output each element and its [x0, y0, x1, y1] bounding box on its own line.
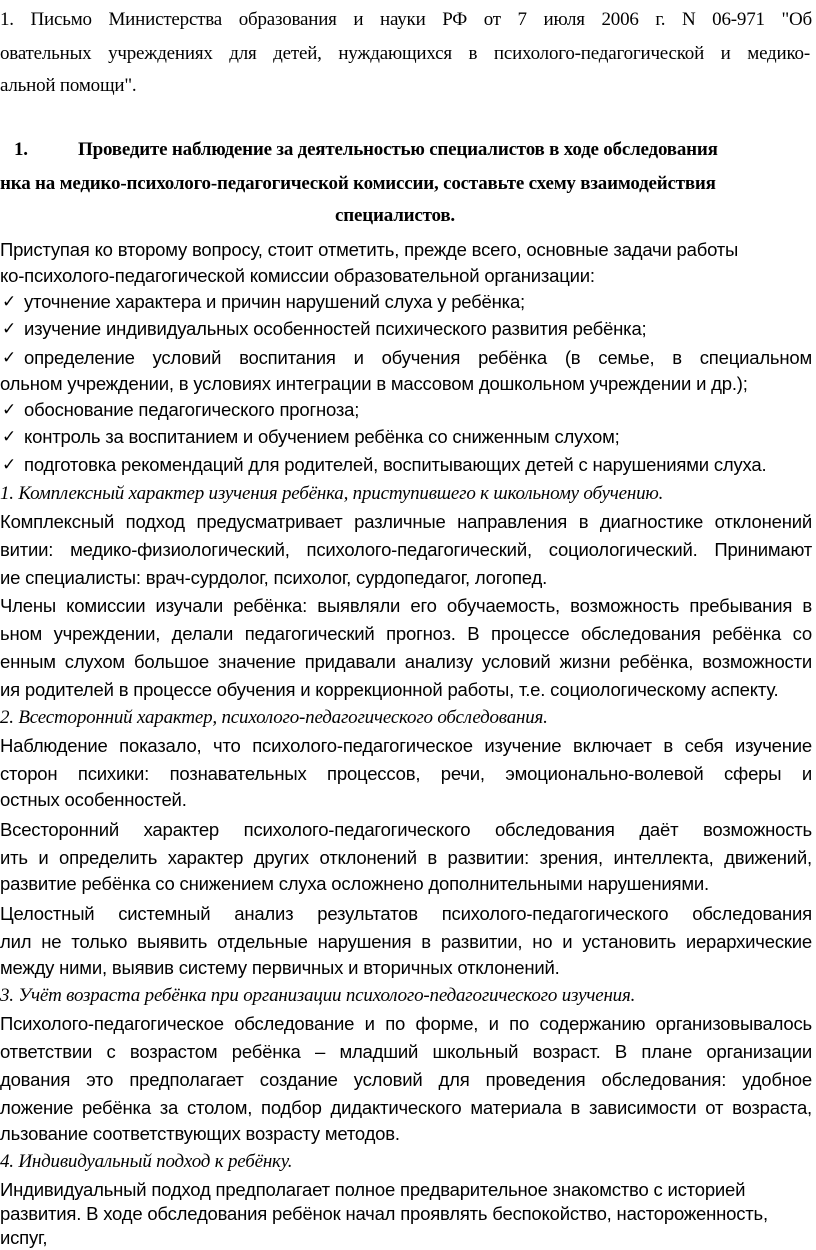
- task-item-5: контроль за воспитанием и обучением ребёнка со сниженным слухом;: [24, 426, 620, 447]
- intro-line-2: ко-психолого-педагогической комиссии образовательной организации:: [0, 265, 595, 286]
- paragraph-line: витии: медико-физиологический, психолого-педагогический, социологический. Принимают: [0, 539, 812, 560]
- principle-2-heading: 2. Всесторонний характер, психолого-педагогического обследования.: [0, 707, 548, 728]
- paragraph-line: испуг,: [0, 1227, 48, 1248]
- checkmark-icon: ✓: [2, 319, 17, 339]
- paragraph-line: развития. В ходе обследования ребёнок начал проявлять беспокойство, настороженность,: [0, 1203, 768, 1224]
- intro-line-1: Приступая ко второму вопросу, стоит отметить, прежде всего, основные задачи работы: [0, 239, 739, 260]
- paragraph-line: енным слухом большое значение придавали анализу условий жизни ребёнка, возможности: [0, 651, 812, 672]
- section-heading-line-2: нка на медико-психолого-педагогической комиссии, составьте схему взаимодействия: [0, 173, 716, 194]
- paragraph-line: льзование соответствующих возрасту методов.: [0, 1123, 400, 1144]
- paragraph-line: ответствии с возрастом ребёнка – младший школьный возраст. В плане организации: [0, 1041, 812, 1062]
- principle-4-heading: 4. Индивидуальный подход к ребёнку.: [0, 1151, 293, 1172]
- paragraph-line: Члены комиссии изучали ребёнка: выявляли его обучаемость, возможность пребывания в: [0, 595, 812, 616]
- section-heading-line-1: Проведите наблюдение за деятельностью специалистов в ходе обследования: [78, 139, 718, 160]
- paragraph-line: ложение ребёнка за столом, подбор дидактического материала в зависимости от возраста,: [0, 1097, 812, 1118]
- checkmark-icon: ✓: [2, 292, 17, 312]
- checkmark-icon: ✓: [2, 427, 17, 447]
- reference-line-2: овательных учреждениях для детей, нуждающихся в психолого-педагогической и медико-: [0, 43, 810, 64]
- paragraph-line: Индивидуальный подход предполагает полное предварительное знакомство с историей: [0, 1179, 746, 1200]
- paragraph-line: Психолого-педагогическое обследование и по форме, и по содержанию организовывалось: [0, 1013, 812, 1034]
- paragraph-line: Наблюдение показало, что психолого-педагогическое изучение включает в себя изучение: [0, 735, 812, 756]
- paragraph-line: Целостный системный анализ результатов психолого-педагогического обследования: [0, 903, 812, 924]
- paragraph-line: дования это предполагает создание условий для проведения обследования: удобное: [0, 1069, 812, 1090]
- task-item-3-line-1: определение условий воспитания и обучения ребёнка (в семье, в специальном: [24, 347, 812, 368]
- section-number: 1.: [14, 139, 28, 160]
- checkmark-icon: ✓: [2, 348, 17, 368]
- paragraph-line: лил не только выявить отдельные нарушения в развитии, но и установить иерархические: [0, 931, 812, 952]
- reference-line-1: 1. Письмо Министерства образования и науки РФ от 7 июля 2006 г. N 06-971 "Об: [0, 9, 812, 30]
- paragraph-line: ьном учреждении, делали педагогический прогноз. В процессе обследования ребёнка со: [0, 623, 812, 644]
- paragraph-line: между ними, выявив систему первичных и вторичных отклонений.: [0, 957, 560, 978]
- task-item-4: обоснование педагогического прогноза;: [24, 399, 360, 420]
- checkmark-icon: ✓: [2, 455, 17, 475]
- section-heading-line-3: специалистов.: [335, 205, 455, 226]
- task-item-2: изучение индивидуальных особенностей психического развития ребёнка;: [24, 318, 647, 339]
- task-item-6: подготовка рекомендаций для родителей, воспитывающих детей с нарушениями слуха.: [24, 454, 767, 475]
- principle-3-heading: 3. Учёт возраста ребёнка при организации психолого-педагогического изучения.: [0, 985, 636, 1006]
- task-item-3-line-2: ольном учреждении, в условиях интеграции в массовом дошкольном учреждении и др.);: [0, 373, 748, 394]
- paragraph-line: ие специалисты: врач-сурдолог, психолог, сурдопедагог, логопед.: [0, 567, 548, 588]
- task-item-1: уточнение характера и причин нарушений слуха у ребёнка;: [24, 291, 525, 312]
- paragraph-line: ить и определить характер других отклонений в развитии: зрения, интеллекта, движений,: [0, 847, 812, 868]
- paragraph-line: ия родителей в процессе обучения и коррекционной работы, т.е. социологическому аспекту.: [0, 679, 779, 700]
- paragraph-line: остных особенностей.: [0, 789, 187, 810]
- principle-1-heading: 1. Комплексный характер изучения ребёнка, приступившего к школьному обучению.: [0, 483, 664, 504]
- checkmark-icon: ✓: [2, 400, 17, 420]
- reference-line-3: альной помощи".: [0, 75, 137, 96]
- paragraph-line: Всесторонний характер психолого-педагогического обследования даёт возможность: [0, 819, 812, 840]
- paragraph-line: развитие ребёнка со снижением слуха осложнено дополнительными нарушениями.: [0, 873, 709, 894]
- paragraph-line: Комплексный подход предусматривает различные направления в диагностике отклонений: [0, 511, 812, 532]
- paragraph-line: сторон психики: познавательных процессов, речи, эмоционально-волевой сферы и: [0, 763, 812, 784]
